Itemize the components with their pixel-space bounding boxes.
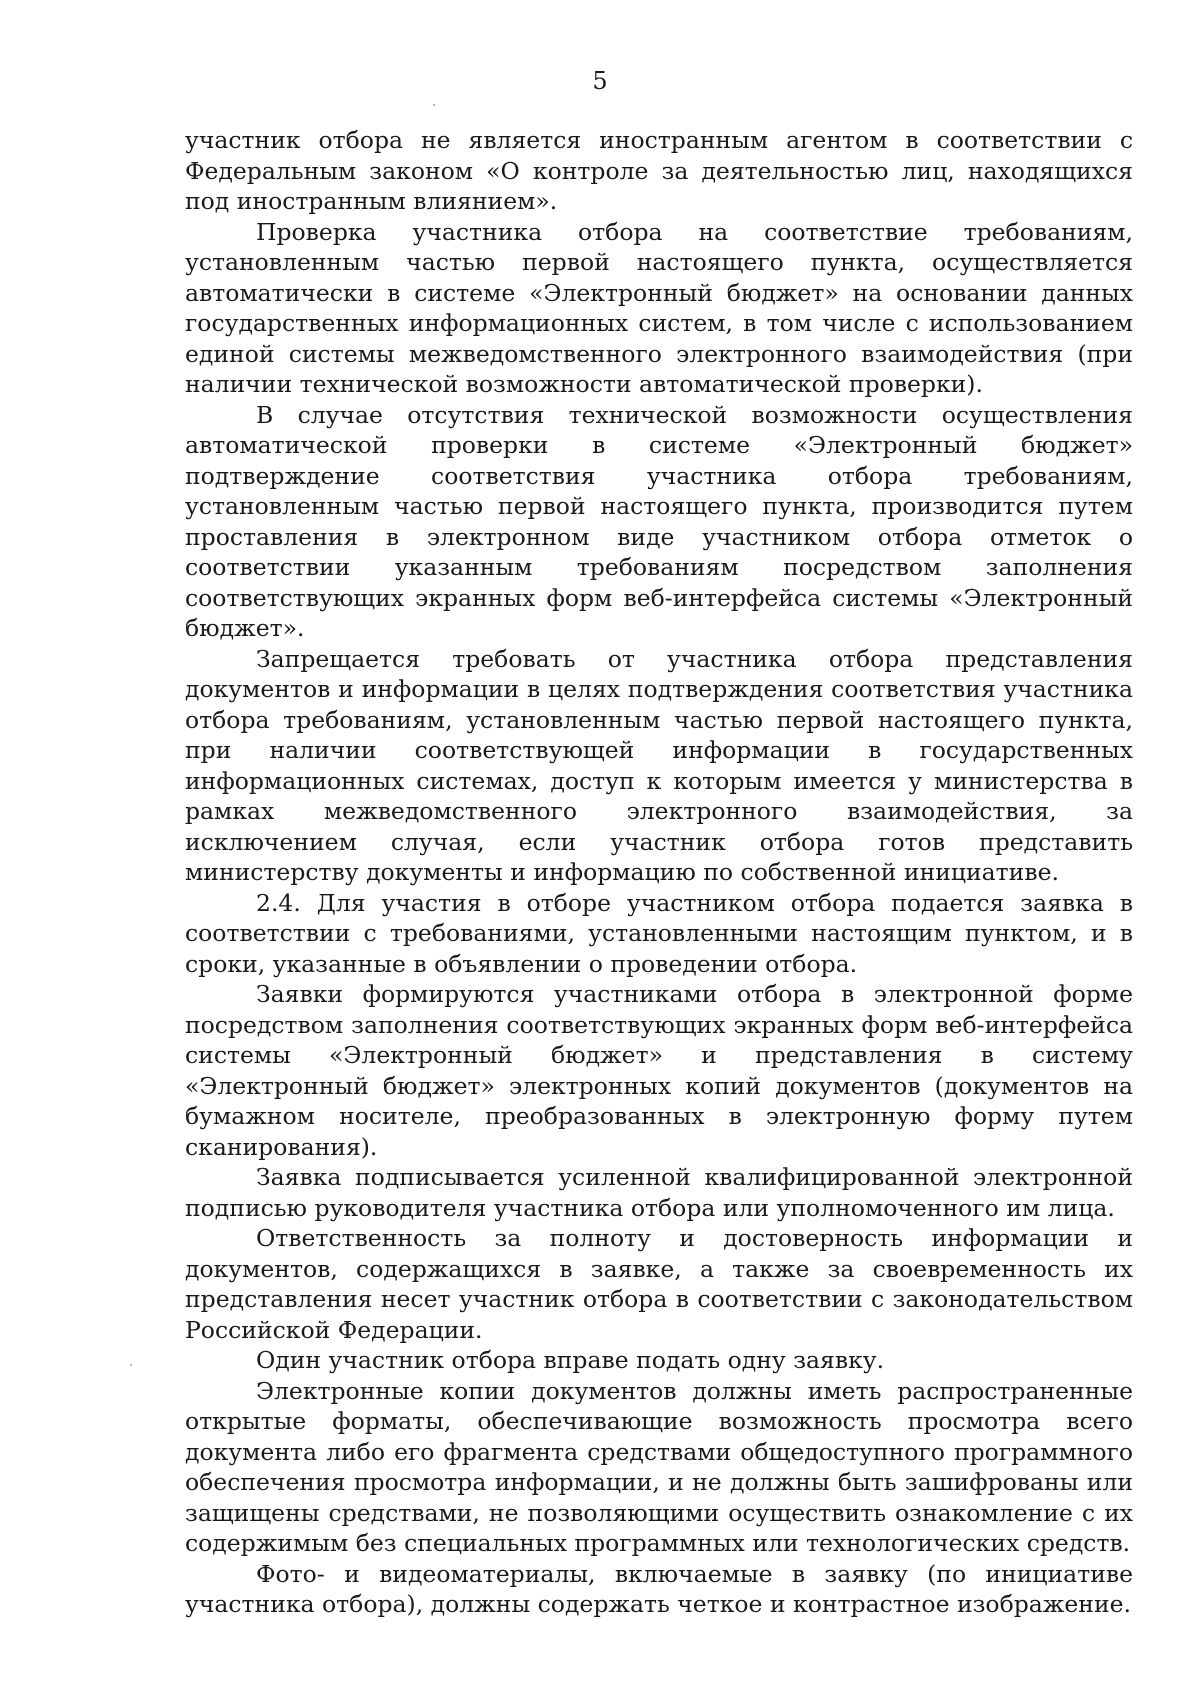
paragraph-automatic-check: Проверка участника отбора на соответствие требованиям, установленным частью первой настоящего пункта, осуществляется автоматически в системе «Электронный бюджет» на основании данных государственных информационных систем, в том числе с использованием единой системы межведомственного электронного взаимодействия (при наличии технической возможности автоматической проверки). [185,217,1133,398]
paragraph-one-application: Один участник отбора вправе подать одну заявку. [256,1346,885,1374]
paragraph-electronic-copies: Электронные копии документов должны иметь распространенные открытые форматы, обеспечивающие возможность просмотра всего документа либо его фрагмента средствами общедоступного программного обеспечения просмотра информации, и не должны быть зашифрованы или защищены средствами, не позволяющими осуществить ознакомление с их содержимым без специальных программных или технологических средств. [185,1376,1133,1557]
paragraph-application-forming: Заявки формируются участниками отбора в электронной форме посредством заполнения соответствующих экранных форм веб-интерфейса системы «Электронный бюджет» и представления в систему «Электронный бюджет» электронных копий документов (документов на бумажном носителе, преобразованных в электронную форму путем сканирования). [185,980,1133,1161]
paragraph-document-request-ban: Запрещается требовать от участника отбора представления документов и информации в целях подтверждения соответствия участника отбора требованиям, установленным частью первой настоящего пункта, при наличии соответствующей информации в государственных информационных системах, доступ к которым имеется у министерства в рамках межведомственного электронного взаимодействия, за исключением случая, если участник отбора готов представить министерству документы и информацию по собственной инициативе. [185,644,1133,886]
scan-speck [433,104,435,106]
paragraph-responsibility: Ответственность за полноту и достоверность информации и документов, содержащихся в заявке, а также за своевременность их представления несет участник отбора в соответствии с законодательством Российской Федерации. [185,1224,1133,1344]
paragraph-manual-confirmation: В случае отсутствия технической возможности осуществления автоматической проверки в системе «Электронный бюджет» подтверждение соответствия участника отбора требованиям, установленным частью первой настоящего пункта, производится путем проставления в электронном виде участником отбора отметок о соответствии указанным требованиям посредством заполнения соответствующих экранных форм веб-интерфейса системы «Электронный бюджет». [185,400,1133,642]
document-body [185,125,1133,1620]
paragraph-continuation: участник отбора не является иностранным агентом в соответствии с Федеральным законом «О контроле за деятельностью лиц, находящихся под иностранным влиянием». [185,126,1133,215]
paragraph-photo-video: Фото- и видеоматериалы, включаемые в заявку (по инициативе участника отбора), должны содержать четкое и контрастное изображение. [185,1559,1133,1618]
page-number: 5 [592,67,608,95]
paragraph-application-signing: Заявка подписывается усиленной квалифицированной электронной подписью руководителя участника отбора или уполномоченного им лица. [185,1163,1133,1222]
scan-speck [130,1364,132,1366]
paragraph-clause-2-4: 2.4. Для участия в отборе участником отбора подается заявка в соответствии с требованиями, установленными настоящим пунктом, и в сроки, указанные в объявлении о проведении отбора. [185,888,1133,978]
